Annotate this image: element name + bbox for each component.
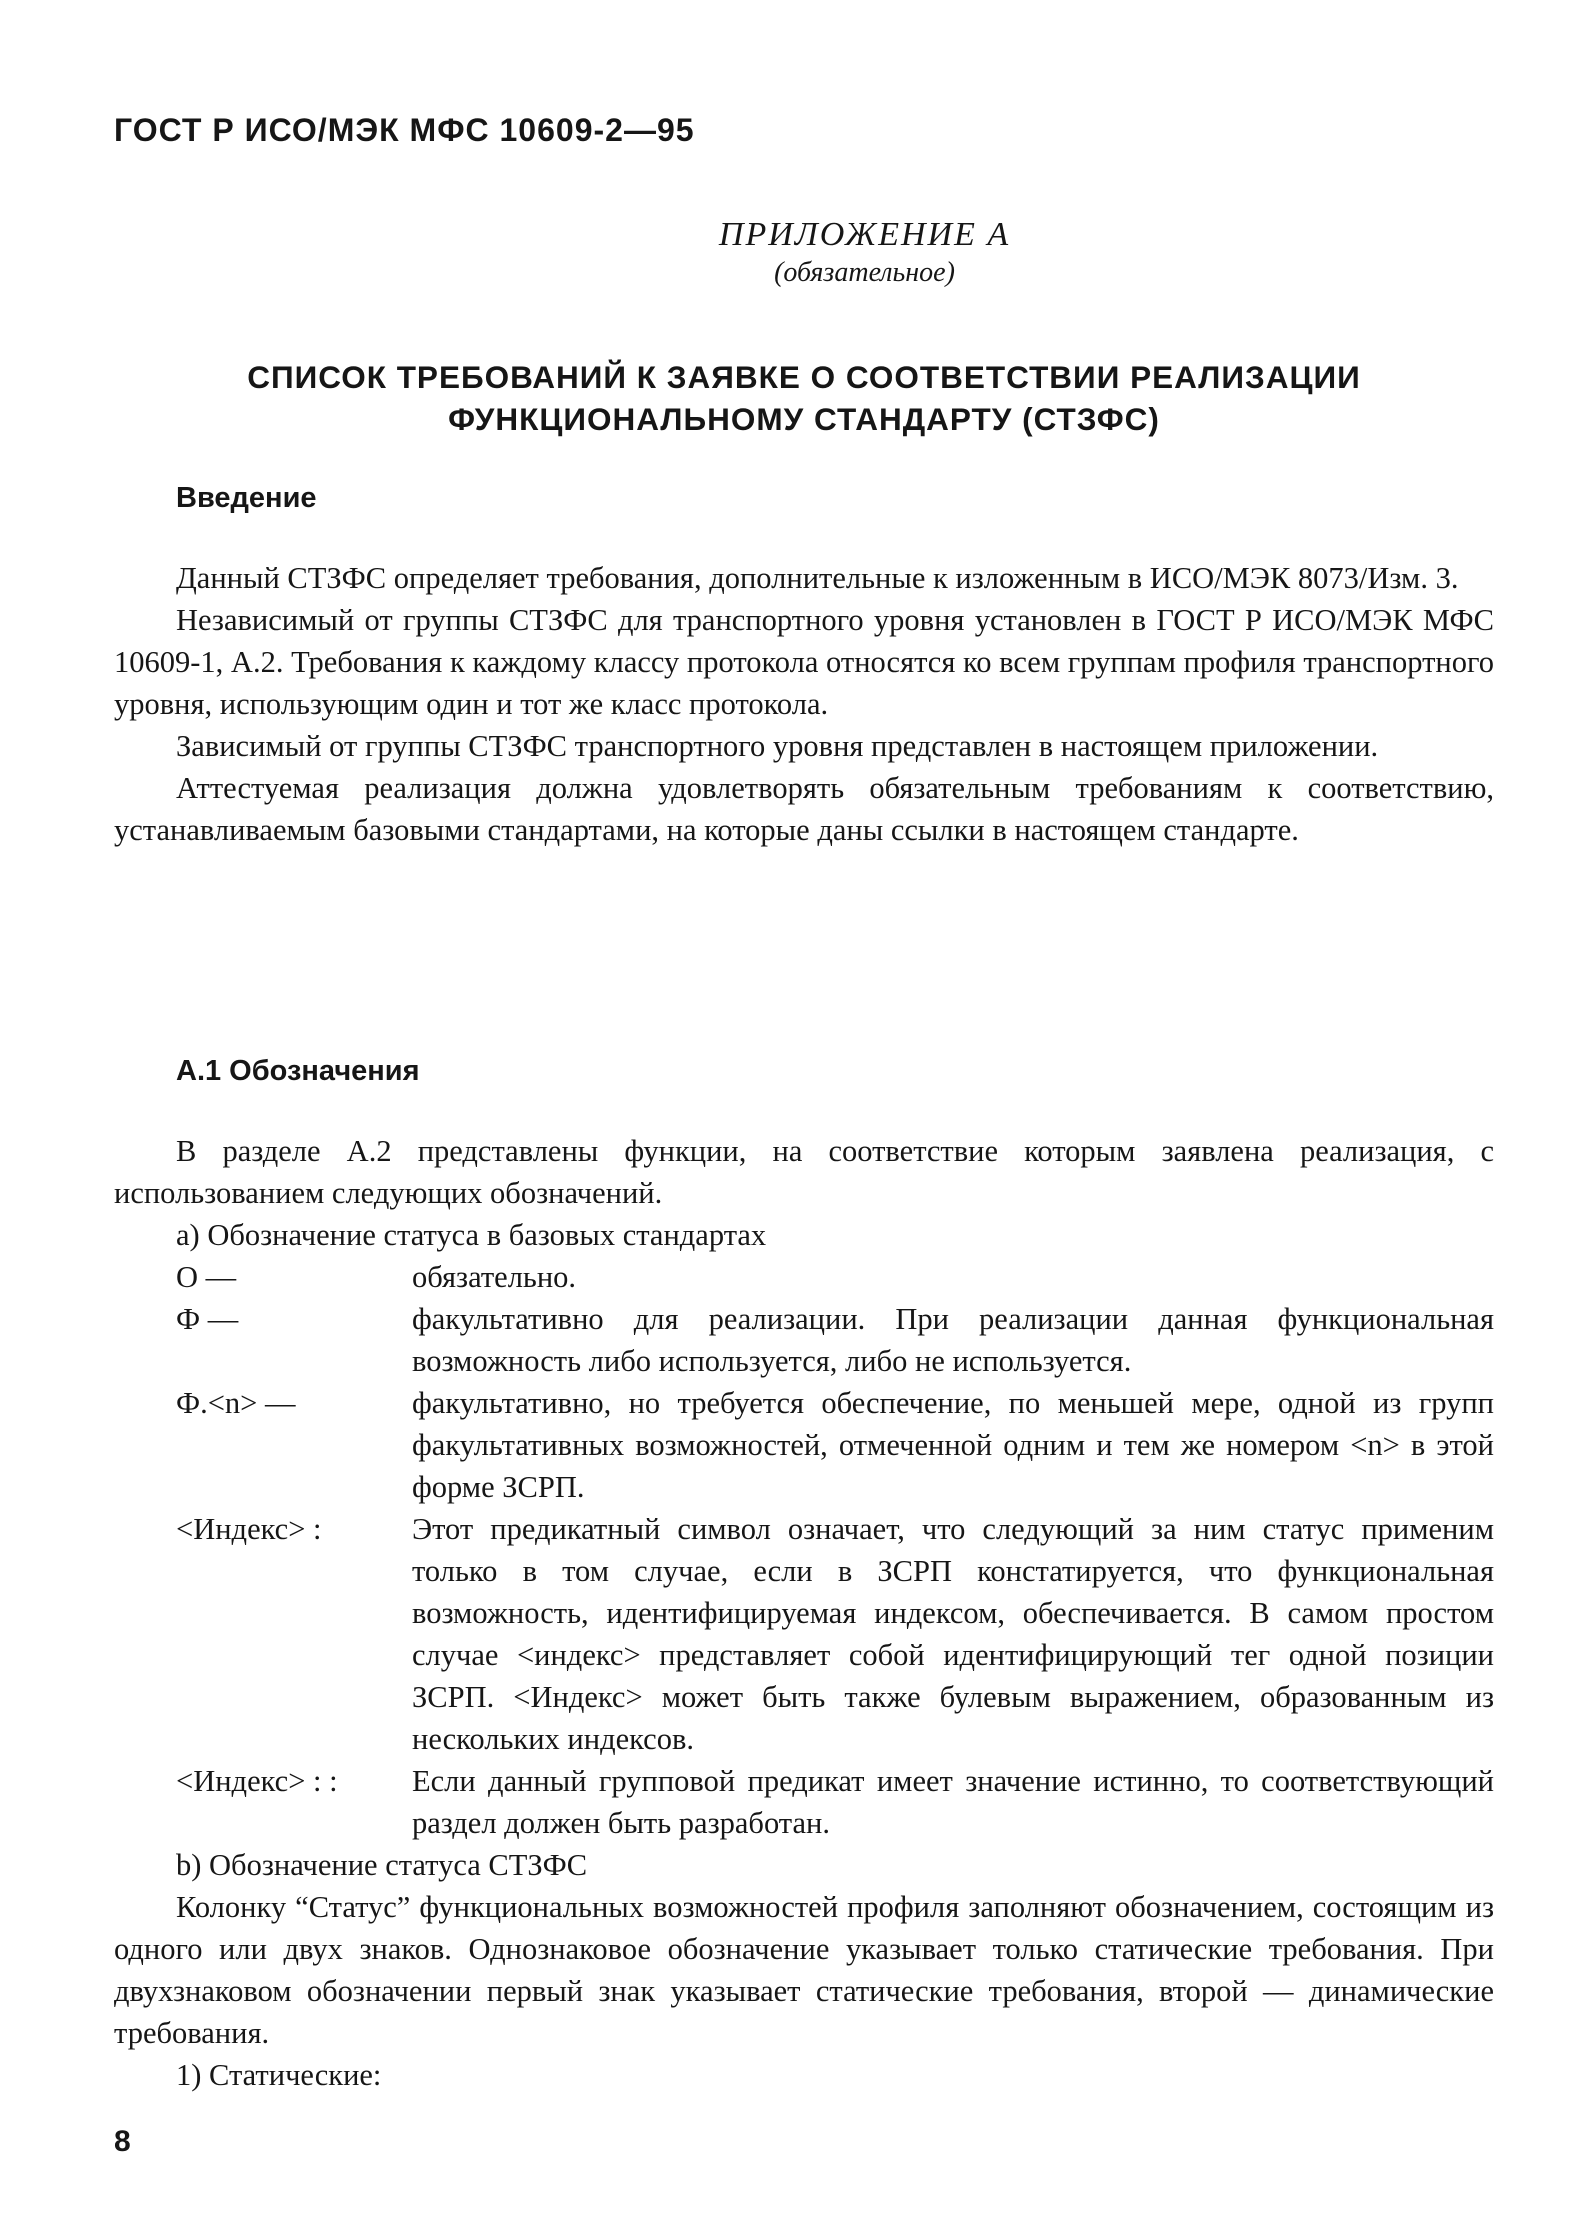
intro-paragraph: Данный СТЗФС определяет требования, дополнительные к изложенным в ИСО/МЭК 8073/Изм. 3. [176, 561, 1459, 595]
definition-description: факультативно для реализации. При реализации данная функциональная возможность либо используется, либо не используется. [412, 1302, 1494, 1378]
definition-description: Если данный групповой предикат имеет значение истинно, то соответствующий раздел должен быть разработан. [412, 1764, 1494, 1840]
definition-term: <Индекс> : [176, 1512, 322, 1546]
intro-heading: Введение [176, 482, 317, 514]
section-a1-heading: А.1 Обозначения [176, 1055, 420, 1087]
definitions-list [114, 1256, 1494, 1844]
document-title [114, 356, 1494, 440]
definition-item [114, 1298, 1494, 1382]
definition-term: Ф.<n> — [176, 1386, 296, 1420]
appendix-type: (обязательное) [774, 257, 955, 288]
section-a1-intro [114, 1130, 1494, 1256]
definition-item [114, 1760, 1494, 1844]
intro-paragraph: Аттестуемая реализация должна удовлетворять обязательным требованиям к соответствию, устанавливаемым базовыми стандартами, на которые даны ссылки в настоящем стандарте. [114, 771, 1494, 847]
definition-description: Этот предикатный символ означает, что следующий за ним статус применим только в том случае, если в ЗСРП констатируется, что функциональная возможность, идентифицируемая индексом, обеспечивается. В самом простом случае <индекс> представляет собой идентифицирующий тег одной позиции ЗСРП. <Индекс> может быть также булевым выражением, образованным из нескольких индексов. [412, 1512, 1494, 1756]
title-line-1: СПИСОК ТРЕБОВАНИЙ К ЗАЯВКЕ О СООТВЕТСТВИИ РЕАЛИЗАЦИИ [247, 359, 1361, 395]
intro-body [114, 557, 1494, 851]
definition-item [114, 1382, 1494, 1508]
definition-item [114, 1508, 1494, 1760]
intro-paragraph: Зависимый от группы СТЗФС транспортного уровня представлен в настоящем приложении. [176, 729, 1379, 763]
item-b-label: b) Обозначение статуса СТЗФС [176, 1848, 588, 1882]
section-b-body [114, 1844, 1494, 2096]
item-1-label: 1) Статические: [176, 2058, 382, 2092]
document-header: ГОСТ Р ИСО/МЭК МФС 10609-2—95 [114, 112, 695, 148]
definition-description: факультативно, но требуется обеспечение, по меньшей мере, одной из групп факультативных возможностей, отмеченной одним и тем же номером <n> в этой форме ЗСРП. [412, 1386, 1494, 1504]
definition-description: обязательно. [412, 1260, 577, 1294]
title-line-2: ФУНКЦИОНАЛЬНОМУ СТАНДАРТУ (СТЗФС) [448, 401, 1160, 437]
section-a1-intro-text: В разделе А.2 представлены функции, на соответствие которым заявлена реализация, с использованием следующих обозначений. [114, 1134, 1494, 1210]
definition-term: О — [176, 1260, 237, 1294]
definition-term: <Индекс> : : [176, 1764, 338, 1798]
appendix-label: ПРИЛОЖЕНИЕ А [718, 216, 1011, 253]
status-paragraph: Колонку “Статус” функциональных возможностей профиля заполняют обозначением, состоящим из одного или двух знаков. Однознаковое обозначение указывает только статические требования. При двухзнаковом обозначении первый знак указывает статические требования, второй — динамические требования. [114, 1890, 1494, 2050]
definition-item [114, 1256, 1494, 1298]
intro-paragraph: Независимый от группы СТЗФС для транспортного уровня установлен в ГОСТ Р ИСО/МЭК МФС 10609-1, А.2. Требования к каждому классу протокола относятся ко всем группам профиля транспортного уровня, использующим один и тот же класс протокола. [114, 603, 1494, 721]
definition-term: Ф — [176, 1302, 239, 1336]
page-number: 8 [114, 2125, 131, 2158]
appendix-caption [0, 215, 1579, 291]
item-a-label: а) Обозначение статуса в базовых стандартах [176, 1218, 767, 1252]
